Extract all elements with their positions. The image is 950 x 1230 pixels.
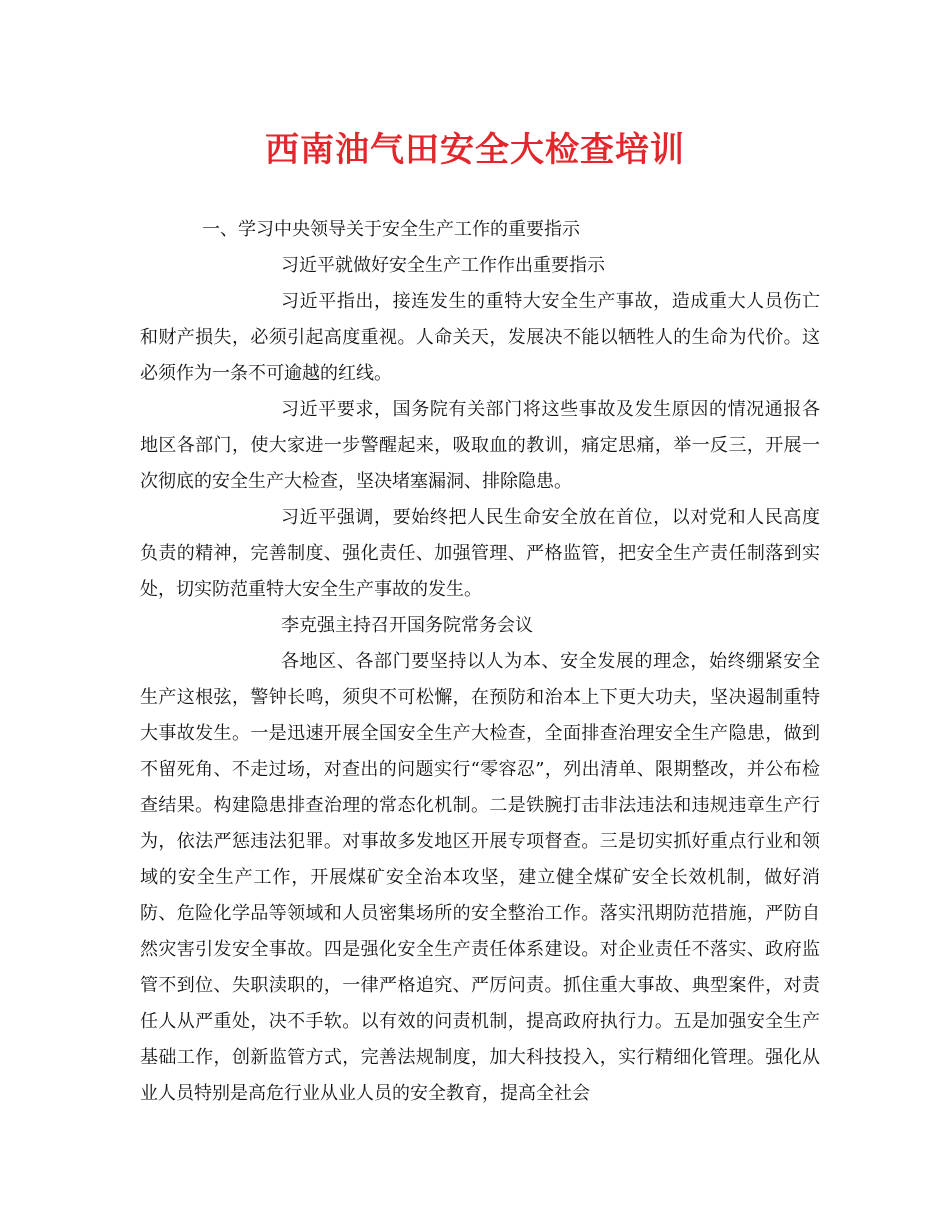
document-title: 西南油气田安全大检查培训 [265,130,685,170]
subheading-li-meeting: 李克强主持召开国务院常务会议 [281,615,533,636]
paragraph-xi-requirement: 习近平要求，国务院有关部门将这些事故及发生原因的情况通报各地区各部门，使大家进一步警醒起来，吸取血的教训，痛定思痛，举一反三，开展一次彻底的安全生产大检查，坚决堵塞漏洞、排除隐患。 [140,399,820,492]
paragraph-xi-pointed-out: 习近平指出，接连发生的重特大安全生产事故，造成重大人员伤亡和财产损失，必须引起高度重视。人命关天，发展决不能以牺牲人的生命为代价。这必须作为一条不可逾越的红线。 [140,291,820,384]
subheading-xi-instruction: 习近平就做好安全生产工作作出重要指示 [281,255,605,276]
section-heading: 一、学习中央领导关于安全生产工作的重要指示 [202,219,580,240]
paragraph-meeting-content: 各地区、各部门要坚持以人为本、安全发展的理念，始终绷紧安全生产这根弦，警钟长鸣，须臾不可松懈，在预防和治本上下更大功夫，坚决遏制重特大事故发生。一是迅速开展全国安全生产大检查，全面排查治理安全生产隐患，做到不留死角、不走过场，对查出的问题实行“零容忍”，列出清单、限期整改，并公布检查结果。构建隐患排查治理的常态化机制。二是铁腕打击非法违法和违规违章生产行为，依法严惩违法犯罪。对事故多发地区开展专项督查。三是切实抓好重点行业和领域的安全生产工作，开展煤矿安全治本攻坚，建立健全煤矿安全长效机制，做好消防、危险化学品等领域和人员密集场所的安全整治工作。落实汛期防范措施，严防自然灾害引发安全事故。四是强化安全生产责任体系建设。对企业责任不落实、政府监管不到位、失职渎职的，一律严格追究、严厉问责。抓住重大事故、典型案件，对责任人从严重处，决不手软。以有效的问责机制，提高政府执行力。五是加强安全生产基础工作，创新监管方式，完善法规制度，加大科技投入，实行精细化管理。强化从业人员特别是高危行业从业人员的安全教育，提高全社会 [140,651,820,1104]
document-body [140,212,820,1112]
paragraph-xi-emphasis: 习近平强调，要始终把人民生命安全放在首位，以对党和人民高度负责的精神，完善制度、强化责任、加强管理、严格监管，把安全生产责任制落到实处，切实防范重特大安全生产事故的发生。 [140,507,820,600]
